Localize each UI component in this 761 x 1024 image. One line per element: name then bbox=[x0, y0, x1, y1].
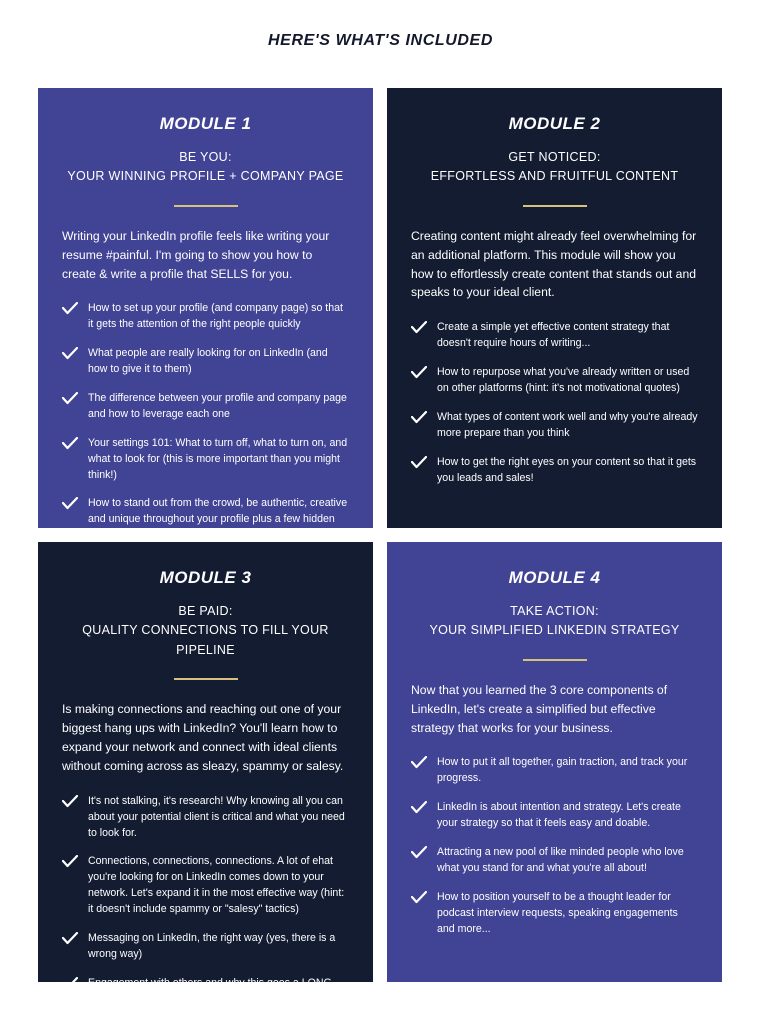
module-subtitle-line2: YOUR SIMPLIFIED LINKEDIN STRATEGY bbox=[429, 623, 680, 638]
module-intro: Creating content might already feel overwhelming for an additional platform. This module will show you how to effortlessly create content that stands out and speaks to your ideal client. bbox=[411, 228, 697, 300]
check-icon bbox=[62, 437, 78, 450]
divider bbox=[174, 678, 238, 680]
list-item-label: Connections, connections, connections. A lot of ehat you're looking for on LinkedIn comes down to your network. Let's expand it in the most effective way (hint: it doesn't include spammy or "salesy" tactics) bbox=[88, 855, 345, 916]
module-title: MODULE 1 bbox=[159, 114, 252, 133]
list-item bbox=[62, 931, 349, 963]
module-card-3 bbox=[38, 542, 373, 1005]
list-item-label: How to stand out from the crowd, be authentic, creative and unique throughout your profile plus a few hidden tips no one's really talking about. bbox=[88, 497, 348, 542]
list-item-label: Attracting a new pool of like minded people who love what you stand for and what you're all about! bbox=[437, 846, 684, 874]
list-item bbox=[62, 976, 349, 1008]
modules-grid bbox=[38, 88, 723, 1005]
page-title: HERE'S WHAT'S INCLUDED bbox=[268, 32, 493, 49]
module-title: MODULE 2 bbox=[508, 114, 601, 133]
list-item bbox=[62, 391, 349, 423]
list-item-label: How to set up your profile (and company page) so that it gets the attention of the right people quickly bbox=[88, 302, 343, 331]
divider bbox=[174, 205, 238, 207]
list-item-label: How to get the right eyes on your content so that it gets you leads and sales! bbox=[437, 455, 697, 484]
check-icon bbox=[411, 756, 427, 769]
list-item bbox=[62, 854, 349, 918]
list-item-label: Your settings 101: What to turn off, what to turn on, and what to look for (this is more important than you might think!) bbox=[88, 436, 348, 481]
check-icon bbox=[411, 891, 427, 904]
module-bullets bbox=[62, 301, 349, 544]
list-item bbox=[411, 410, 698, 442]
list-item-label: How to position yourself to be a thought leader for podcast interview requests, speaking engagements and more... bbox=[437, 890, 678, 935]
check-icon bbox=[411, 456, 427, 469]
list-item bbox=[62, 301, 349, 333]
list-item bbox=[62, 794, 349, 842]
module-subtitle-line2: EFFORTLESS AND FRUITFUL CONTENT bbox=[430, 169, 679, 184]
list-item-label: What types of content work well and why you're already more prepare than you think bbox=[437, 410, 698, 439]
check-icon bbox=[62, 855, 78, 868]
list-item-label: LinkedIn is about intention and strategy. Let's create your strategy so that it feels easy and doable. bbox=[437, 801, 681, 830]
module-bullets bbox=[62, 794, 349, 1008]
module-bullets bbox=[411, 320, 698, 486]
module-bullets bbox=[411, 755, 698, 937]
check-icon bbox=[62, 977, 78, 990]
list-item-label: How to repurpose what you've already written or used on other platforms (hint: it's not motivational quotes) bbox=[437, 366, 690, 395]
module-subtitle-line2: YOUR WINNING PROFILE + COMPANY PAGE bbox=[67, 169, 344, 184]
module-intro: Is making connections and reaching out one of your biggest hang ups with LinkedIn? You'll learn how to expand your network and connect with ideal clients without coming across as sleazy, spammy or salesy. bbox=[62, 702, 344, 773]
check-icon bbox=[411, 801, 427, 814]
list-item bbox=[411, 890, 698, 938]
list-item-label: What people are really looking for on LinkedIn (and how to give it to them) bbox=[88, 347, 328, 376]
list-item bbox=[411, 455, 698, 487]
divider bbox=[523, 205, 587, 207]
module-subtitle-line1: GET NOTICED: bbox=[508, 150, 601, 164]
check-icon bbox=[62, 795, 78, 808]
divider bbox=[523, 659, 587, 661]
list-item bbox=[411, 845, 698, 877]
module-title: MODULE 3 bbox=[159, 568, 252, 587]
check-icon bbox=[62, 497, 78, 510]
module-intro: Now that you learned the 3 core components of LinkedIn, let's create a simplified but effective strategy that works for your business. bbox=[411, 682, 668, 735]
module-card-2 bbox=[387, 88, 722, 528]
check-icon bbox=[411, 321, 427, 334]
list-item bbox=[62, 346, 349, 378]
check-icon bbox=[62, 392, 78, 405]
check-icon bbox=[411, 366, 427, 379]
list-item bbox=[62, 436, 349, 484]
list-item bbox=[411, 320, 698, 352]
module-card-1 bbox=[38, 88, 373, 542]
check-icon bbox=[62, 932, 78, 945]
module-subtitle-line1: TAKE ACTION: bbox=[510, 604, 599, 618]
module-subtitle-line1: BE PAID: bbox=[178, 604, 233, 618]
check-icon bbox=[411, 411, 427, 424]
list-item bbox=[62, 496, 349, 544]
module-card-4 bbox=[387, 542, 722, 982]
list-item-label: Engagement with others and why this goes a LONG way when you do it right bbox=[88, 976, 332, 1005]
list-item bbox=[411, 800, 698, 832]
list-item-label: Create a simple yet effective content strategy that doesn't require hours of writing... bbox=[437, 321, 670, 350]
check-icon bbox=[62, 347, 78, 360]
check-icon bbox=[411, 846, 427, 859]
list-item-label: The difference between your profile and company page and how to leverage each one bbox=[88, 392, 347, 420]
module-intro: Writing your LinkedIn profile feels like writing your resume #painful. I'm going to show you how to create & write a profile that SELLS for you. bbox=[62, 228, 330, 281]
list-item-label: It's not stalking, it's research! Why knowing all you can about your potential client is critical and what you need to look for. bbox=[88, 794, 345, 839]
list-item bbox=[411, 755, 698, 787]
list-item bbox=[411, 365, 698, 397]
module-subtitle-line2: QUALITY CONNECTIONS TO FILL YOUR PIPELINE bbox=[82, 623, 329, 657]
list-item-label: Messaging on LinkedIn, the right way (yes, there is a wrong way) bbox=[88, 931, 336, 960]
module-subtitle-line1: BE YOU: bbox=[179, 150, 232, 164]
module-title: MODULE 4 bbox=[508, 568, 601, 587]
check-icon bbox=[62, 302, 78, 315]
list-item-label: How to put it all together, gain traction, and track your progress. bbox=[437, 756, 688, 785]
